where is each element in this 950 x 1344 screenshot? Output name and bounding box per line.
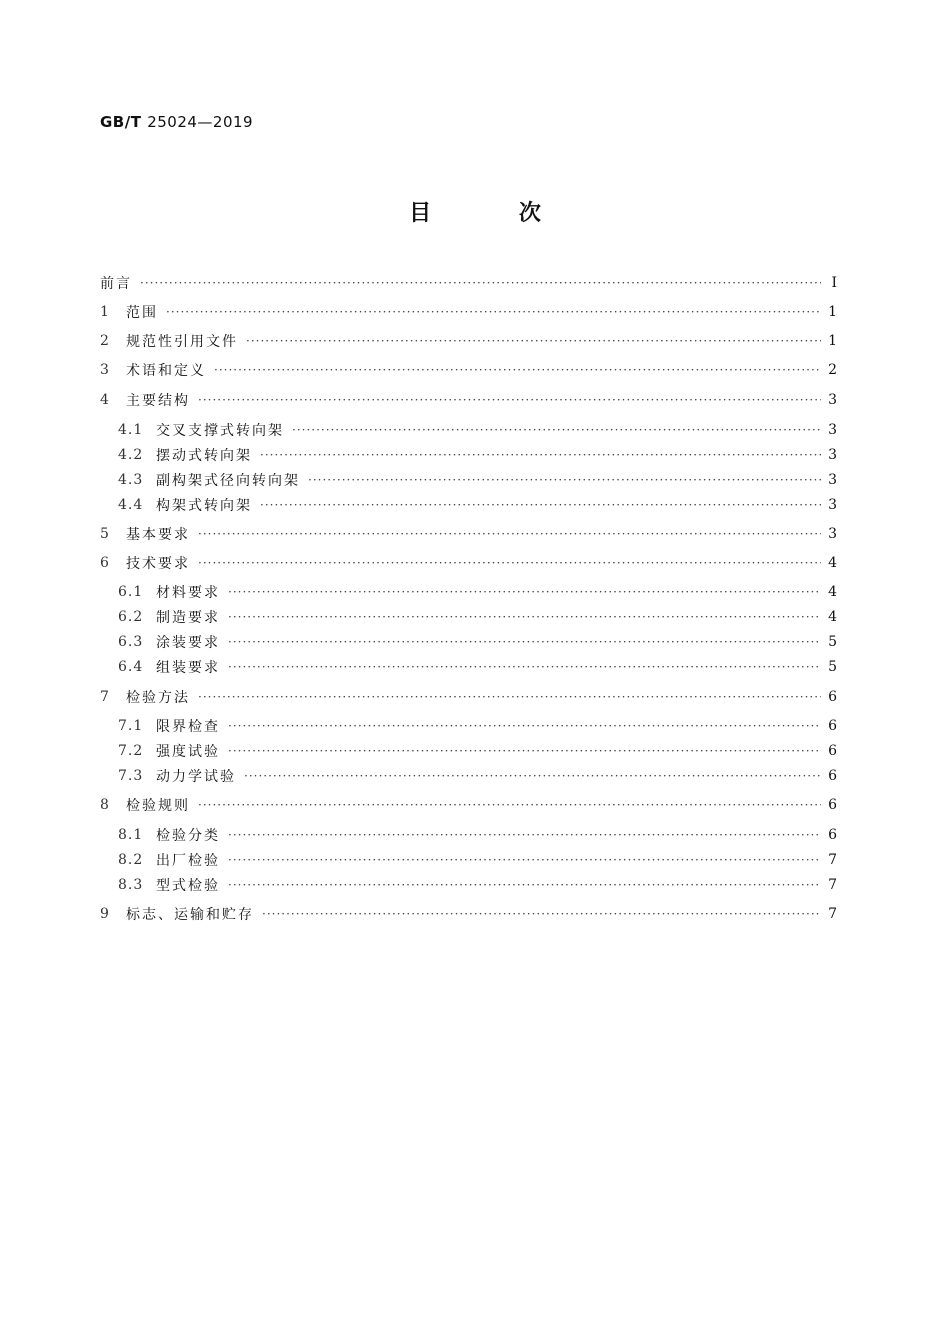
toc-leader-dots: [228, 878, 821, 892]
toc-entry[interactable]: [100, 419, 837, 441]
toc-entry-page: 7: [828, 877, 837, 893]
toc-entry[interactable]: [100, 631, 837, 653]
toc-leader-dots: [228, 610, 821, 624]
toc-leader-dots: [228, 585, 821, 599]
toc-entry-page: 3: [828, 526, 837, 542]
toc-entry-label: 术语和定义: [126, 363, 206, 379]
toc-entry-number: 6: [100, 555, 110, 571]
toc-entry-page: 7: [828, 852, 837, 868]
toc-entry-label: 型式检验: [156, 878, 220, 894]
toc-entry[interactable]: [100, 824, 837, 846]
standard-number: 25024—2019: [147, 113, 254, 131]
toc-entry-number: 7.1: [118, 718, 144, 734]
toc-leader-dots: [198, 556, 821, 570]
toc-entry[interactable]: [100, 301, 837, 323]
toc-entry-page: 5: [828, 659, 837, 675]
toc-entry[interactable]: [100, 656, 837, 678]
toc-entry[interactable]: [100, 359, 837, 381]
toc-entry-label: 摆动式转向架: [156, 448, 252, 464]
toc-entry-label: 技术要求: [126, 556, 190, 572]
toc-entry-page: 6: [828, 689, 837, 705]
toc-entry[interactable]: [100, 874, 837, 896]
toc-leader-dots: [246, 334, 821, 348]
toc-entry-number: 9: [100, 906, 110, 922]
toc-entry[interactable]: [100, 740, 837, 762]
toc-entry-page: 3: [828, 447, 837, 463]
toc-entry-number: 8.2: [118, 852, 144, 868]
toc-entry[interactable]: [100, 330, 837, 352]
toc-entry-number: 7.3: [118, 768, 144, 784]
toc-leader-dots: [198, 527, 821, 541]
toc-entry-page: 3: [828, 392, 837, 408]
standard-code: [100, 113, 253, 131]
toc-entry-number: 4.1: [118, 422, 144, 438]
toc-entry-label: 交叉支撑式转向架: [156, 423, 284, 439]
toc-entry-label: 标志、运输和贮存: [126, 907, 254, 923]
toc-leader-dots: [228, 744, 821, 758]
toc-entry-page: 2: [828, 362, 837, 378]
toc-entry-label: 检验方法: [126, 690, 190, 706]
toc-entry-label: 限界检查: [156, 719, 220, 735]
toc-entry-number: 6.1: [118, 584, 144, 600]
toc-entry-label: 前言: [100, 276, 132, 292]
toc-entry[interactable]: [100, 494, 837, 516]
toc-entry-number: 7.2: [118, 743, 144, 759]
toc-entry[interactable]: [100, 715, 837, 737]
toc-entry-number: 6.3: [118, 634, 144, 650]
toc-entry-label: 副构架式径向转向架: [156, 473, 300, 489]
toc-entry-page: 4: [828, 584, 837, 600]
toc-entry-label: 组装要求: [156, 660, 220, 676]
toc-leader-dots: [228, 828, 821, 842]
toc-leader-dots: [260, 498, 821, 512]
toc-entry-label: 制造要求: [156, 610, 220, 626]
toc-entry-page: 6: [828, 743, 837, 759]
toc-entry-number: 8: [100, 797, 110, 813]
toc-entry-number: 3: [100, 362, 110, 378]
toc-entry-page: 4: [828, 555, 837, 571]
toc-leader-dots: [214, 363, 821, 377]
toc-leader-dots: [140, 276, 821, 290]
toc-entry[interactable]: [100, 794, 837, 816]
toc-entry-page: 1: [828, 333, 837, 349]
toc-entry-page: 6: [828, 827, 837, 843]
toc-entry-label: 检验分类: [156, 828, 220, 844]
toc-entry-page: 6: [828, 718, 837, 734]
toc-leader-dots: [228, 635, 821, 649]
toc-entry-number: 5: [100, 526, 110, 542]
toc-entry-label: 出厂检验: [156, 853, 220, 869]
toc-entry[interactable]: [100, 469, 837, 491]
toc-entry[interactable]: [100, 389, 837, 411]
toc-leader-dots: [262, 907, 821, 921]
toc-entry-page: 3: [828, 497, 837, 513]
toc-entry-label: 检验规则: [126, 798, 190, 814]
toc-entry-page: 3: [828, 422, 837, 438]
toc-leader-dots: [198, 393, 821, 407]
toc-entry[interactable]: [100, 903, 837, 925]
toc-entry-page: 4: [828, 609, 837, 625]
toc-entry-number: 8.1: [118, 827, 144, 843]
toc-entry-number: 1: [100, 304, 110, 320]
toc-entry-page: 6: [828, 768, 837, 784]
toc-entry-number: 8.3: [118, 877, 144, 893]
toc-entry[interactable]: [100, 272, 837, 294]
toc-entry-number: 2: [100, 333, 110, 349]
toc-entry-label: 构架式转向架: [156, 498, 252, 514]
toc-leader-dots: [228, 719, 821, 733]
toc-entry-label: 动力学试验: [156, 769, 236, 785]
toc-entry-number: 6.4: [118, 659, 144, 675]
toc-entry-label: 规范性引用文件: [126, 334, 238, 350]
toc-entry-label: 材料要求: [156, 585, 220, 601]
toc-entry-number: 4.4: [118, 497, 144, 513]
toc-entry-label: 涂装要求: [156, 635, 220, 651]
toc-entry-page: 7: [828, 906, 837, 922]
toc-entry[interactable]: [100, 849, 837, 871]
toc-entry-label: 范围: [126, 305, 158, 321]
toc-leader-dots: [166, 305, 821, 319]
toc-entry[interactable]: [100, 523, 837, 545]
toc-entry-page: 3: [828, 472, 837, 488]
page-title: 目 次: [409, 200, 581, 226]
toc-entry-label: 基本要求: [126, 527, 190, 543]
toc-entry[interactable]: [100, 686, 837, 708]
toc-leader-dots: [292, 423, 821, 437]
toc-leader-dots: [228, 660, 821, 674]
toc-entry-number: 4: [100, 392, 110, 408]
toc-entry-label: 主要结构: [126, 393, 190, 409]
toc-entry-page: 1: [828, 304, 837, 320]
toc-entry-number: 6.2: [118, 609, 144, 625]
toc-entry[interactable]: [100, 444, 837, 466]
toc-leader-dots: [308, 473, 821, 487]
toc-entry-page: Ⅰ: [831, 275, 837, 291]
toc-entry-label: 强度试验: [156, 744, 220, 760]
toc-entry[interactable]: [100, 765, 837, 787]
toc-leader-dots: [244, 769, 821, 783]
toc-leader-dots: [260, 448, 821, 462]
toc-entry-number: 7: [100, 689, 110, 705]
toc-entry[interactable]: [100, 552, 837, 574]
toc-leader-dots: [198, 798, 821, 812]
toc-entry-page: 6: [828, 797, 837, 813]
toc-entry-number: 4.3: [118, 472, 144, 488]
toc-entry-page: 5: [828, 634, 837, 650]
toc-entry[interactable]: [100, 581, 837, 603]
standard-prefix: GB/T: [100, 113, 142, 131]
toc-entry[interactable]: [100, 606, 837, 628]
toc-leader-dots: [228, 853, 821, 867]
toc-leader-dots: [198, 690, 821, 704]
toc-entry-number: 4.2: [118, 447, 144, 463]
